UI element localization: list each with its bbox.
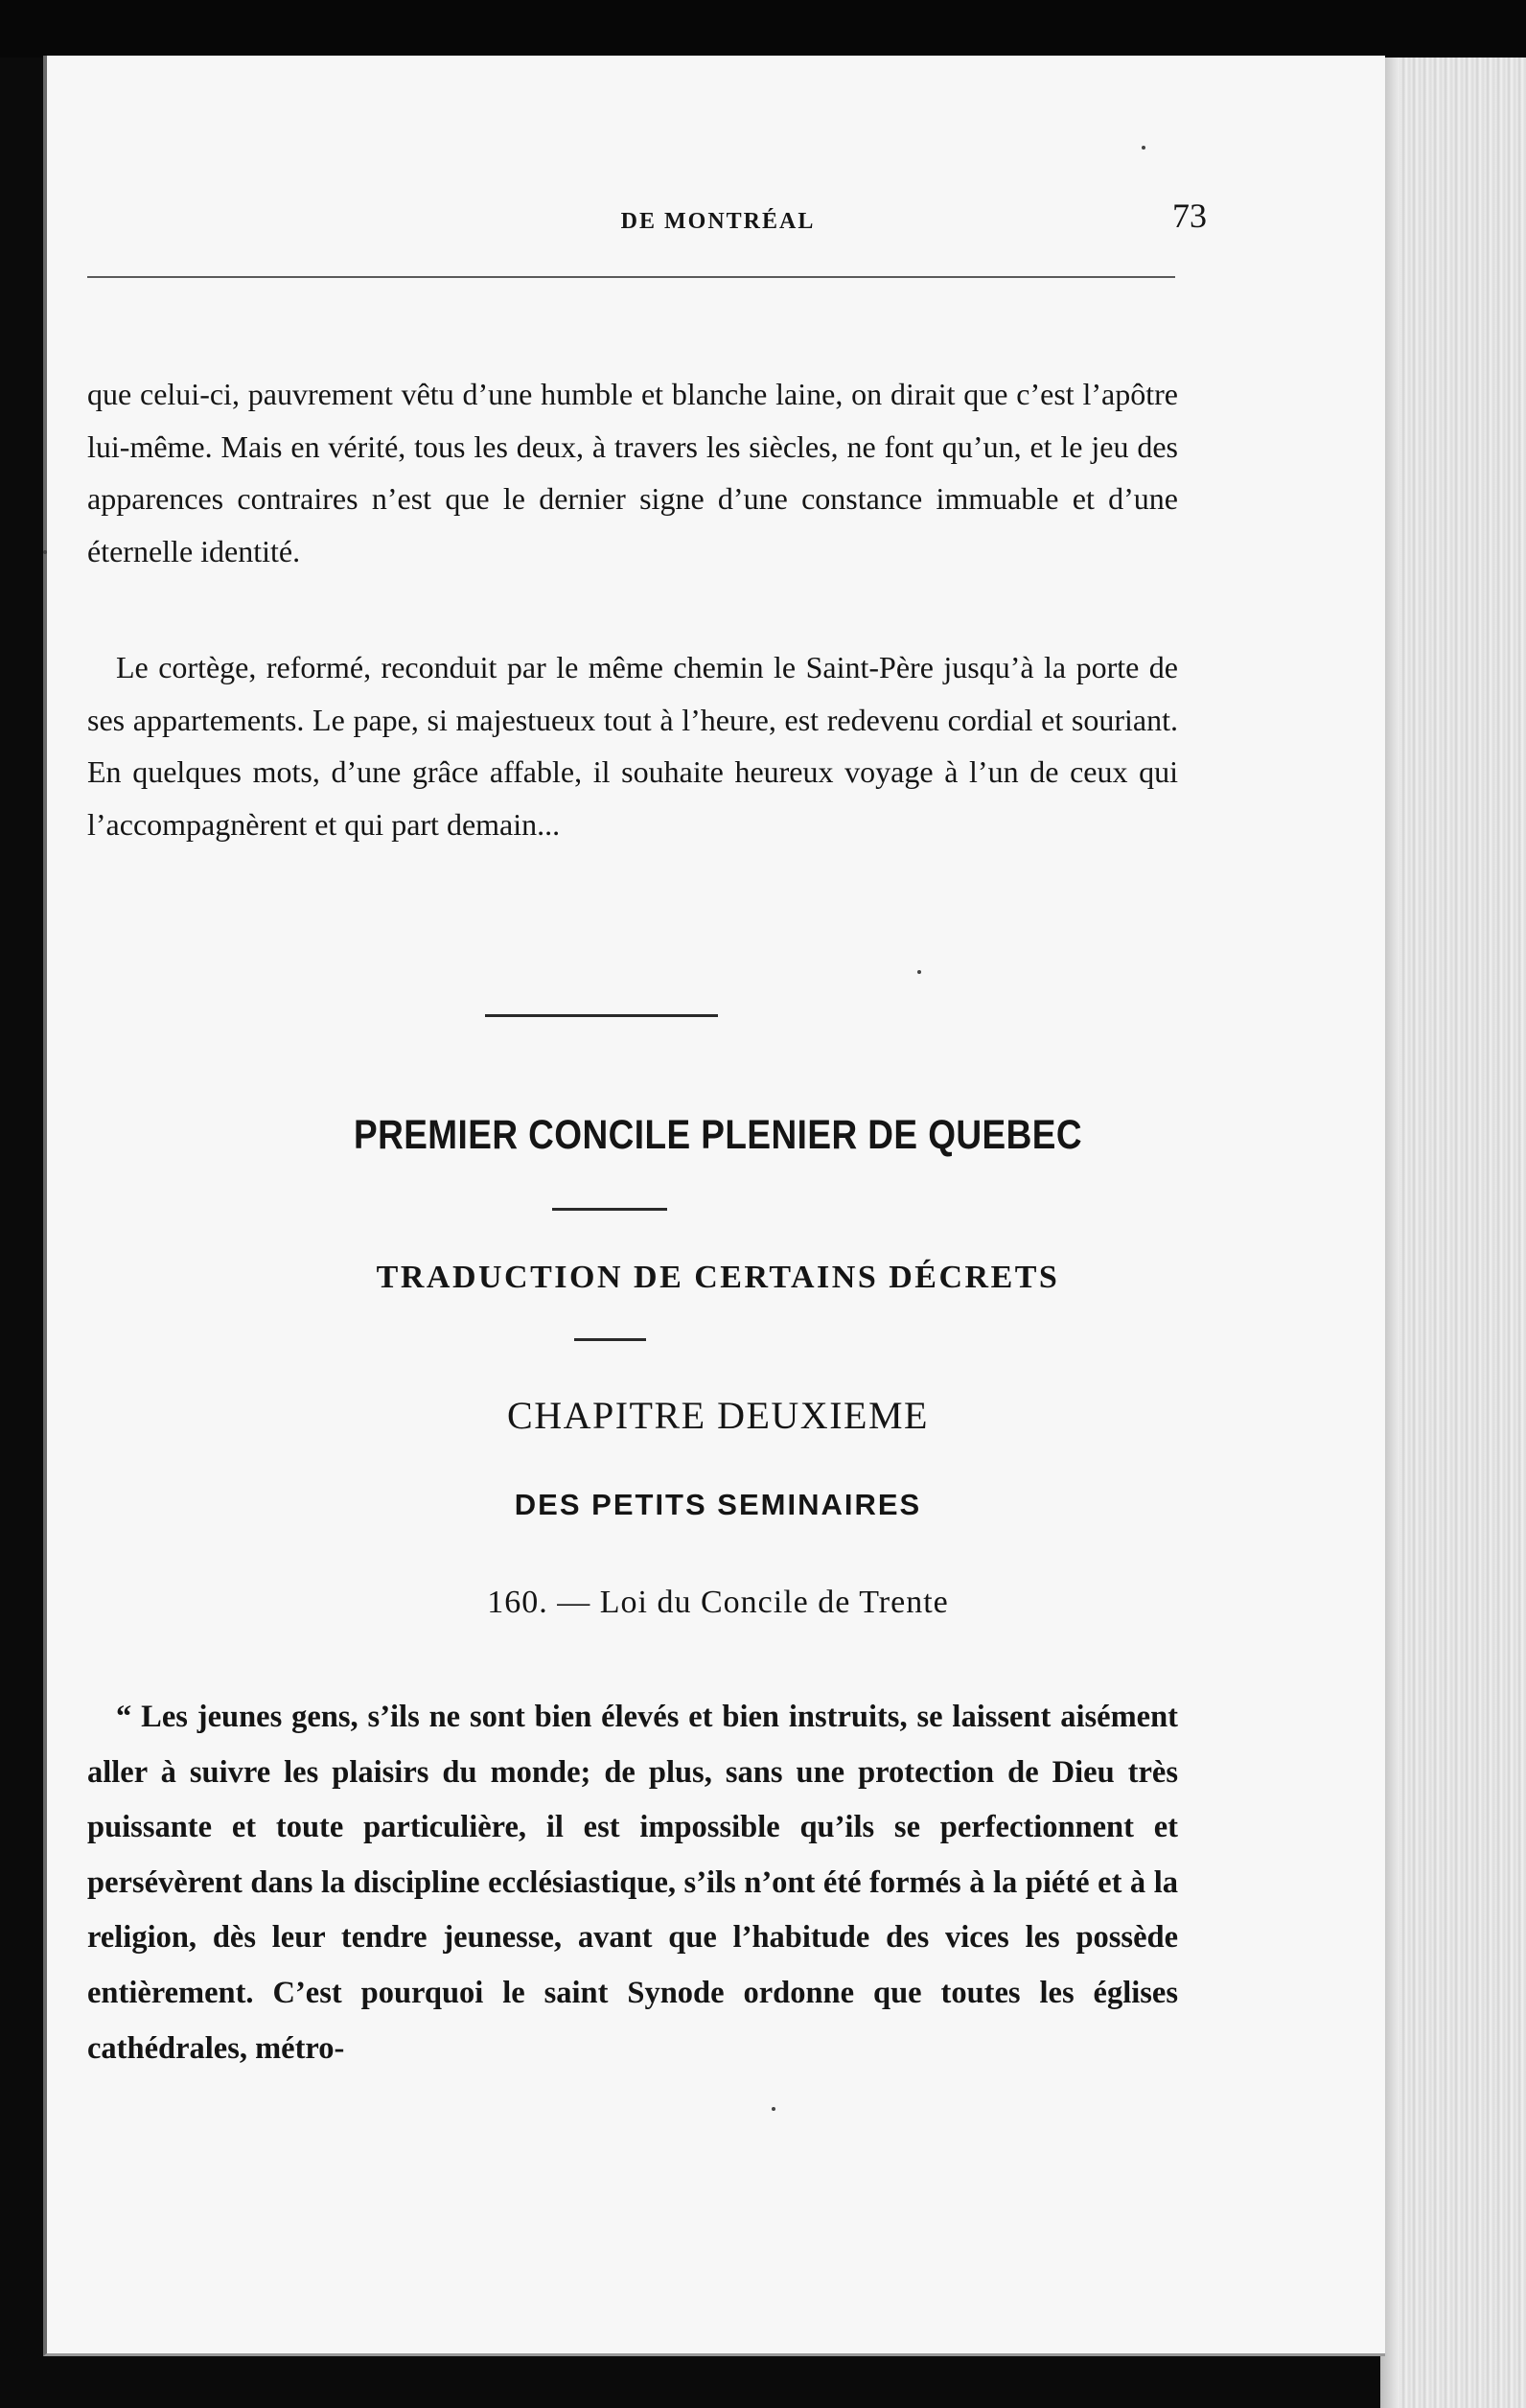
book-page-edges	[1380, 58, 1526, 2408]
header-rule	[87, 276, 1175, 278]
paragraph-continuation: que celui-ci, pauvrement vêtu d’une humble et blanche laine, on dirait que c’est l’apôtre lui-même. Mais en vérité, tous les deux, à travers les siècles, ne font qu’un, et le jeu des apparences contraires n’est que le dernier signe d’une constance immuable et d’une éternelle identité.	[87, 377, 1178, 568]
chapter-heading: CHAPITRE DEUXIEME	[507, 1394, 929, 1437]
paragraph-cortege: Le cortège, reformé, reconduit par le même chemin le Saint-Père jusqu’à la porte de ses appartements. Le pape, si majestueux tout à l’heure, est redevenu cordial et souriant. En quelques mots, d’une grâce affable, il souhaite heureux voyage à l’un de ceux qui l’accompagnèrent et qui part demain...	[87, 650, 1178, 842]
main-heading: PREMIER CONCILE PLENIER DE QUEBEC	[353, 1112, 1083, 1158]
section-separator-rule	[485, 1014, 718, 1017]
scan-speck	[917, 970, 921, 974]
scan-background	[0, 0, 1526, 58]
running-head: DE MONTRÉAL	[620, 209, 816, 234]
subheading: TRADUCTION DE CERTAINS DÉCRETS	[376, 1260, 1060, 1295]
section-title: DES PETITS SEMINAIRES	[514, 1488, 922, 1521]
scan-speck	[772, 2107, 775, 2111]
scan-speck	[1142, 146, 1145, 150]
scan-speck	[43, 550, 47, 554]
book-page	[43, 56, 1385, 2356]
subheading-rule	[574, 1338, 646, 1341]
quote-paragraph: “ Les jeunes gens, s’ils ne sont bien élevés et bien instruits, se laissent aisément aller à suivre les plaisirs du monde; de plus, sans une protection de Dieu très puissante et toute particulière, il est impossible qu’ils se perfectionnent et persévèrent dans la discipline ecclésiastique, s’ils n’ont été formés à la piété et à la religion, dès leur tendre jeunesse, avant que l’habitude des vices les possède entièrement. C’est pourquoi le saint Synode ordonne que toutes les églises cathédrales, métro-	[87, 1700, 1178, 2066]
section-number-heading: 160. — Loi du Concile de Trente	[487, 1585, 949, 1620]
page-number: 73	[1172, 197, 1207, 235]
heading-rule	[552, 1208, 667, 1211]
